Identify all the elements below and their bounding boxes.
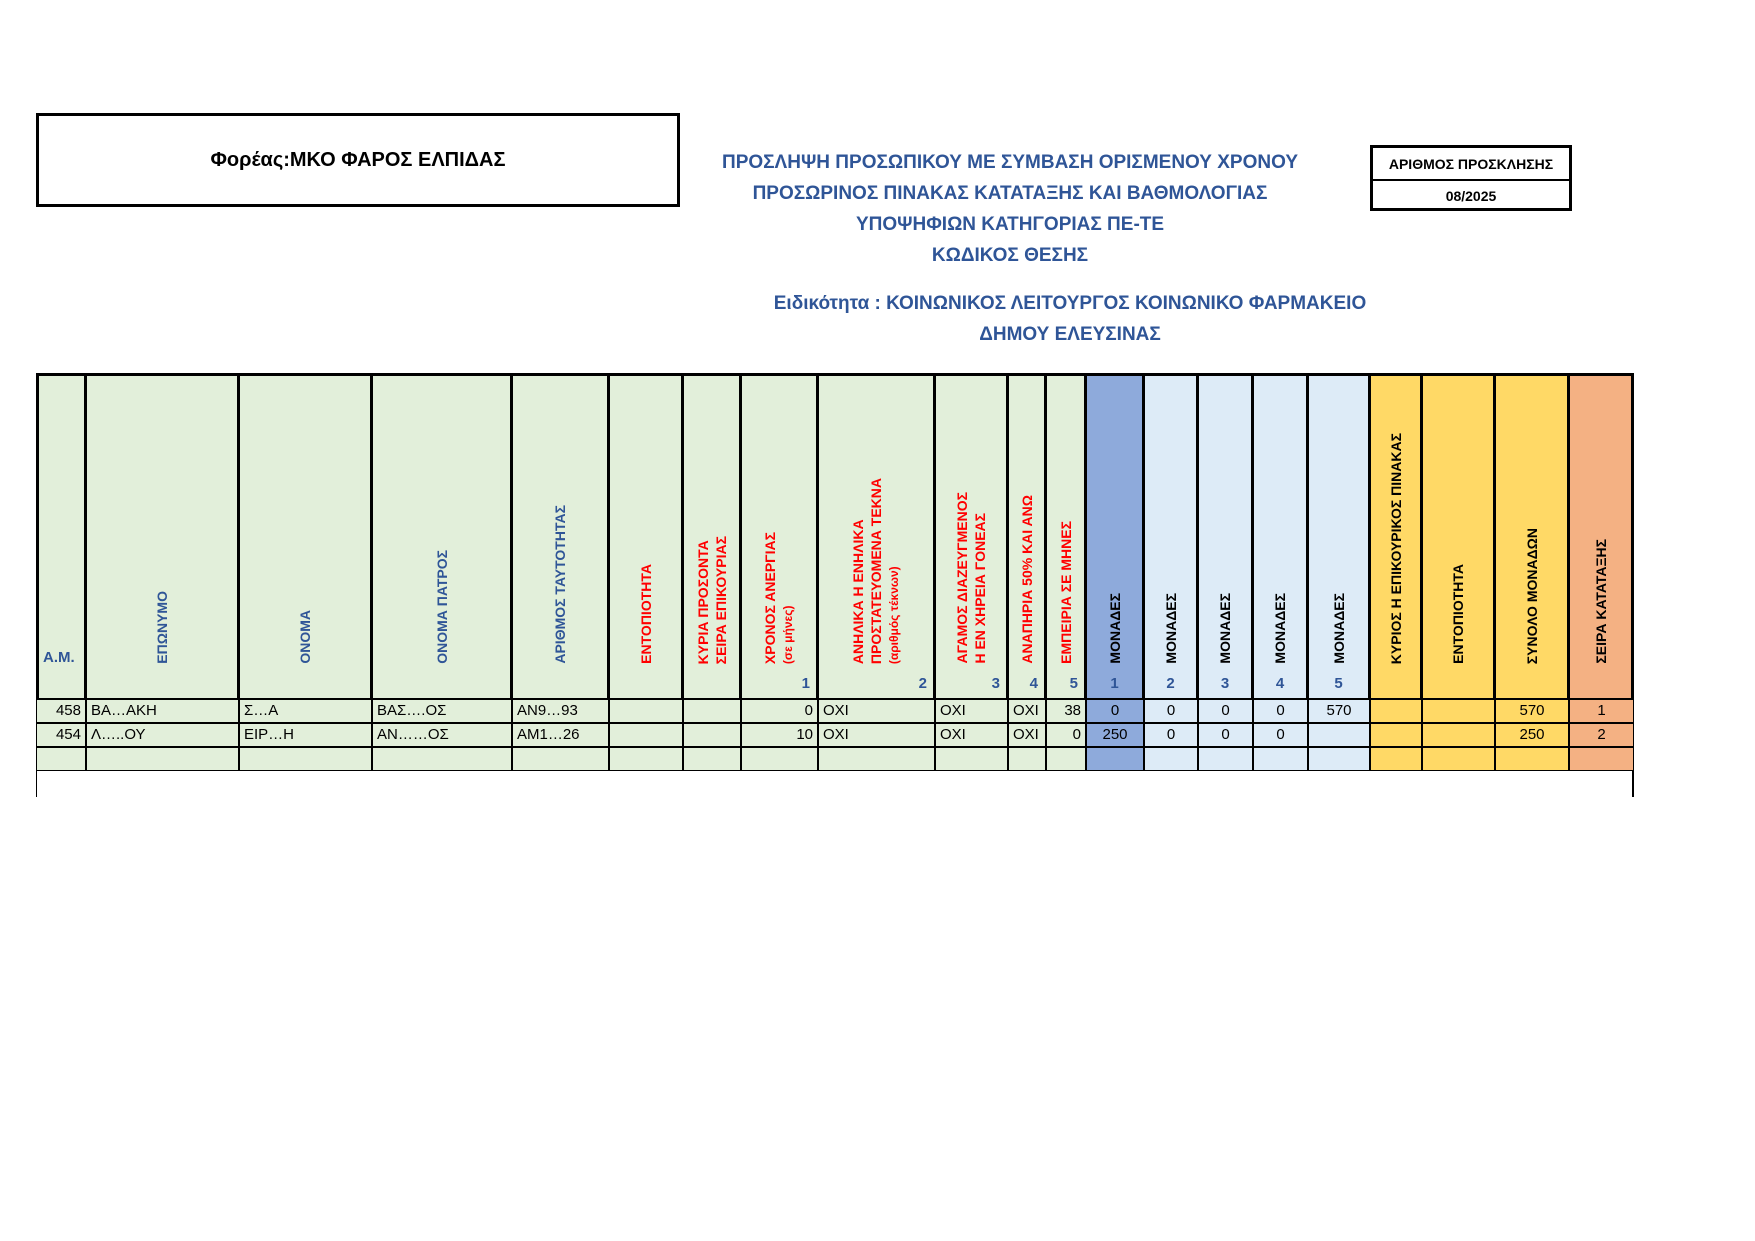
cell-loc2 [1422,747,1495,771]
cell-single: ΟΧΙ [935,723,1008,747]
header-text-unemp-label2: (σε μήνες) [781,605,795,664]
cell-exp: 38 [1046,699,1086,723]
header-text-disab-label: ΑΝΑΠΗΡΙΑ 50% ΚΑΙ ΑΝΩ [1018,495,1035,664]
criterion-number-m1: 1 [1110,675,1119,692]
header-am-label: Α.Μ. [43,649,75,666]
header-text-qual-label2: ΣΕΙΡΑ ΕΠΙΚΟΥΡΙΑΣ [712,535,729,664]
cell-m2 [1144,747,1198,771]
cell-m3 [1198,747,1253,771]
cell-id: ΑΝ9…93 [512,699,609,723]
header-label-main [1387,433,1405,664]
header-label-m5 [1330,593,1348,664]
invitation-box [1370,145,1572,211]
header-text-single-label: ΑΓΑΜΟΣ ΔΙΑΖΕΥΓΜΕΝΟΣ [954,492,970,664]
cell-id: ΑΜ1…26 [512,723,609,747]
cell-name: Σ…Α [239,699,372,723]
header-text-locality-label: ΕΝΤΟΠΙΟΤΗΤΑ [637,564,654,664]
cell-m1: 250 [1086,723,1144,747]
criterion-number-exp: 5 [1069,675,1078,692]
header-text-m5-label: ΜΟΝΑΔΕΣ [1330,593,1347,664]
cell-main [1370,723,1422,747]
cell-total: 250 [1495,723,1569,747]
header-text-m1-label: ΜΟΝΑΔΕΣ [1106,593,1123,664]
cell-disab [1008,747,1046,771]
header-label-m2 [1162,593,1180,664]
header-text-father-label: ΟΝΟΜΑ ΠΑΤΡΟΣ [433,550,450,664]
header-text-loc2-label: ΕΝΤΟΠΙΟΤΗΤΑ [1450,564,1466,664]
cell-m1 [1086,747,1144,771]
cell-rank: 2 [1569,723,1634,747]
header-m5 [1308,373,1370,699]
cell-single [935,747,1008,771]
cell-father: ΑΝ……ΟΣ [372,723,512,747]
header-label-m4 [1271,593,1289,664]
specialty-line-1: Ειδικότητα : ΚΟΙΝΩΝΙΚΟΣ ΛΕΙΤΟΥΡΓΟΣ ΚΟΙΝΩΝΙΚΟ ΦΑΡΜΑΚΕΙΟ [773,293,1367,314]
table-edge-line [36,771,37,797]
header-label-minors [849,478,903,664]
cell-father [372,747,512,771]
header-text-main-label: ΚΥΡΙΟΣ Η ΕΠΙΚΟΥΡΙΚΟΣ ΠΙΝΑΚΑΣ [1387,432,1404,664]
table-edge-line [1632,771,1634,797]
header-label-unemp [761,532,797,664]
cell-minors: ΟΧΙ [818,723,935,747]
header-minors [818,373,935,699]
cell-name [239,747,372,771]
cell-surname [86,747,239,771]
header-text-minors-label: ΑΝΗΛΙΚΑ Η ΕΝΗΛΙΚΑ [850,519,866,664]
cell-unemp: 0 [741,699,818,723]
cell-qual [683,723,741,747]
cell-m3: 0 [1198,699,1253,723]
criterion-number-single: 3 [991,675,1000,692]
cell-rank [1569,747,1634,771]
document-titles [650,147,1370,271]
header-text-unemp-label: ΧΡΟΝΟΣ ΑΝΕΡΓΙΑΣ [762,531,778,664]
cell-m2: 0 [1144,723,1198,747]
header-label-m3 [1216,593,1234,664]
cell-m5: 570 [1308,699,1370,723]
title-line-4: ΚΩΔΙΚΟΣ ΘΕΣΗΣ [931,245,1089,266]
header-single [935,373,1008,699]
cell-minors: ΟΧΙ [818,699,935,723]
header-exp [1046,373,1086,699]
cell-rank: 1 [1569,699,1634,723]
cell-loc2 [1422,723,1495,747]
header-label-loc2 [1449,564,1467,664]
cell-unemp [741,747,818,771]
header-text-minors-label2: ΠΡΟΣΤΑΤΕΥΟΜΕΝΑ ΤΕΚΝΑ [868,477,884,664]
cell-m4 [1253,747,1308,771]
header-id [512,373,609,699]
title-line-1: ΠΡΟΣΛΗΨΗ ΠΡΟΣΩΠΙΚΟΥ ΜΕ ΣΥΜΒΑΣΗ ΟΡΙΣΜΕΝΟΥ ΧΡΟΝΟΥ [721,152,1299,173]
criterion-number-unemp: 1 [801,675,810,692]
header-m2 [1144,373,1198,699]
header-total [1495,373,1569,699]
cell-main [1370,747,1422,771]
criterion-number-disab: 4 [1029,675,1038,692]
header-m3 [1198,373,1253,699]
header-label-m1 [1106,593,1124,664]
criterion-number-minors: 2 [918,675,927,692]
cell-locality [609,747,683,771]
header-loc2 [1422,373,1495,699]
header-am [36,373,86,699]
cell-am [36,747,86,771]
header-label-exp [1057,521,1075,664]
invitation-number: 08/2025 [1445,187,1497,204]
header-locality [609,373,683,699]
criterion-number-m2: 2 [1166,675,1175,692]
organization-box [36,113,680,207]
cell-single: ΟΧΙ [935,699,1008,723]
cell-loc2 [1422,699,1495,723]
header-text-rank-label: ΣΕΙΡΑ ΚΑΤΑΤΑΞΗΣ [1592,539,1609,664]
header-text-id-label: ΑΡΙΘΜΟΣ ΤΑΥΤΟΤΗΤΑΣ [552,505,568,664]
cell-m2: 0 [1144,699,1198,723]
cell-m4: 0 [1253,723,1308,747]
header-label-surname [153,591,171,664]
cell-main [1370,699,1422,723]
header-label-name [296,610,314,664]
cell-m4: 0 [1253,699,1308,723]
header-label-disab [1018,495,1036,664]
header-m4 [1253,373,1308,699]
header-text-single-label2: Η ΕΝ ΧΗΡΕΙΑ ΓΟΝΕΑΣ [972,513,988,664]
header-father [372,373,512,699]
criterion-number-m5: 5 [1334,675,1343,692]
cell-m1: 0 [1086,699,1144,723]
cell-father: ΒΑΣ….ΟΣ [372,699,512,723]
cell-unemp: 10 [741,723,818,747]
cell-m5 [1308,723,1370,747]
cell-am: 458 [36,699,86,723]
cell-total: 570 [1495,699,1569,723]
cell-exp: 0 [1046,723,1086,747]
header-text-m3-label: ΜΟΝΑΔΕΣ [1217,593,1233,664]
header-main [1370,373,1422,699]
title-line-3: ΥΠΟΨΗΦΙΩΝ ΚΑΤΗΓΟΡΙΑΣ ΠΕ-ΤΕ [855,214,1165,235]
header-text-qual-label: ΚΥΡΙΑ ΠΡΟΣΟΝΤΑ [694,539,711,664]
organization-label: Φορέας:ΜΚΟ ΦΑΡΟΣ ΕΛΠΙΔΑΣ [210,148,506,171]
cell-surname: ΒΑ…ΑΚΗ [86,699,239,723]
header-surname [86,373,239,699]
cell-total [1495,747,1569,771]
header-label-qual [694,536,730,664]
header-m1 [1086,373,1144,699]
header-label-total [1523,528,1541,664]
header-text-exp-label: ΕΜΠΕΙΡΙΑ ΣΕ ΜΗΝΕΣ [1057,521,1074,664]
header-unemp [741,373,818,699]
invitation-label: ΑΡΙΘΜΟΣ ΠΡΟΣΚΛΗΣΗΣ [1373,148,1569,181]
specialty-block [720,288,1420,350]
cell-surname: Λ…..ΟΥ [86,723,239,747]
header-text-m4-label: ΜΟΝΑΔΕΣ [1272,593,1288,664]
title-line-2: ΠΡΟΣΩΡΙΝΟΣ ΠΙΝΑΚΑΣ ΚΑΤΑΤΑΞΗΣ ΚΑΙ ΒΑΘΜΟΛΟΓΙΑΣ [752,183,1268,204]
cell-disab: ΟΧΙ [1008,699,1046,723]
cell-m3: 0 [1198,723,1253,747]
criterion-number-m3: 3 [1220,675,1230,692]
cell-m5 [1308,747,1370,771]
header-text-minors-label3: (αριθμός τέκνων) [887,566,901,664]
header-text-m2-label: ΜΟΝΑΔΕΣ [1162,593,1179,664]
cell-locality [609,723,683,747]
cell-id [512,747,609,771]
cell-minors [818,747,935,771]
cell-exp [1046,747,1086,771]
header-label-locality [637,564,655,664]
cell-qual [683,747,741,771]
header-label-id [551,505,569,664]
header-text-surname-label: ΕΠΩΝΥΜΟ [154,591,170,664]
header-label-single [953,492,989,664]
criterion-number-m4: 4 [1275,675,1285,692]
specialty-line-2: ΔΗΜΟΥ ΕΛΕΥΣΙΝΑΣ [979,324,1161,345]
header-text-total-label: ΣΥΝΟΛΟ ΜΟΝΑΔΩΝ [1523,527,1540,664]
cell-disab: ΟΧΙ [1008,723,1046,747]
header-label-father [433,550,451,664]
cell-am: 454 [36,723,86,747]
header-name [239,373,372,699]
header-disab [1008,373,1046,699]
header-rank [1569,373,1634,699]
cell-name: ΕΙΡ…Η [239,723,372,747]
cell-qual [683,699,741,723]
header-label-rank [1592,539,1610,664]
header-text-name-label: ΟΝΟΜΑ [297,610,313,664]
cell-locality [609,699,683,723]
header-qual [683,373,741,699]
